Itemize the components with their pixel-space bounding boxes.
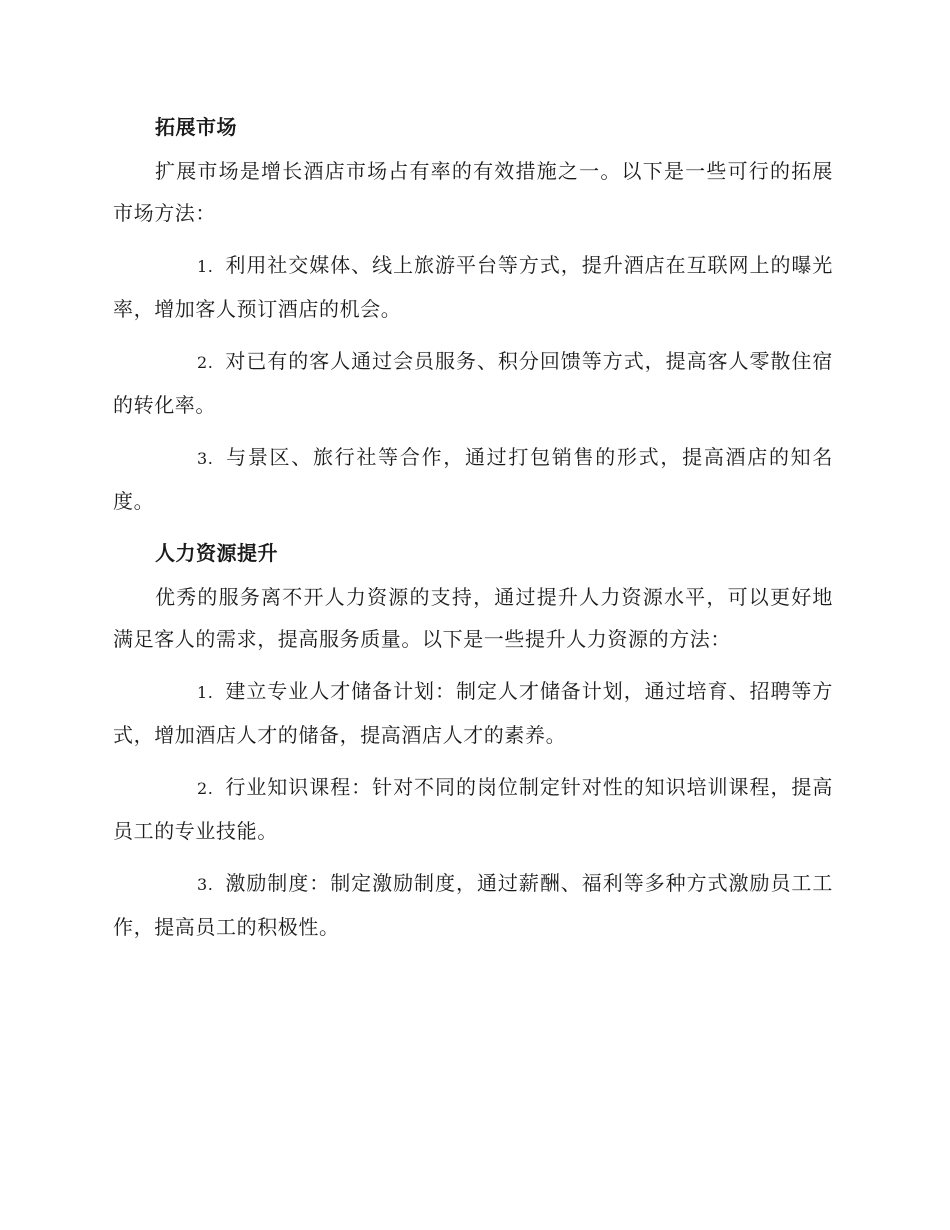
- document-page: [113, 106, 833, 958]
- list-item-number: 1.: [197, 257, 214, 276]
- list-item: [113, 862, 833, 948]
- list-item: [113, 340, 833, 426]
- list-item-number: 2.: [197, 353, 214, 372]
- list-item: [113, 436, 833, 522]
- list-item-text: 建立专业人才储备计划：制定人才储备计划，通过培育、招聘等方式，增加酒店人才的储备，提高酒店人才的素养。: [113, 679, 833, 747]
- list-item-text: 利用社交媒体、线上旅游平台等方式，提升酒店在互联网上的曝光率，增加客人预订酒店的机会。: [113, 253, 833, 321]
- section-market: [113, 106, 833, 522]
- list-item-number: 3.: [197, 875, 214, 894]
- list-item-text: 对已有的客人通过会员服务、积分回馈等方式，提高客人零散住宿的转化率。: [113, 349, 833, 417]
- list-item: [113, 670, 833, 756]
- list-item-number: 3.: [197, 449, 214, 468]
- section-intro: 优秀的服务离不开人力资源的支持，通过提升人力资源水平，可以更好地满足客人的需求，提高服务质量。以下是一些提升人力资源的方法：: [113, 585, 833, 651]
- section-hr: [113, 532, 833, 948]
- list-item-number: 1.: [197, 683, 214, 702]
- list-item-text: 行业知识课程：针对不同的岗位制定针对性的知识培训课程，提高员工的专业技能。: [113, 775, 833, 843]
- list-item-number: 2.: [197, 779, 214, 798]
- list-item: [113, 766, 833, 852]
- section-intro: 扩展市场是增长酒店市场占有率的有效措施之一。以下是一些可行的拓展市场方法：: [113, 159, 833, 225]
- list-item-text: 与景区、旅行社等合作，通过打包销售的形式，提高酒店的知名度。: [113, 445, 833, 513]
- list-item: [113, 244, 833, 330]
- list-item-text: 激励制度：制定激励制度，通过薪酬、福利等多种方式激励员工工作，提高员工的积极性。: [113, 871, 833, 939]
- section-heading: 人力资源提升: [155, 541, 278, 565]
- section-heading: 拓展市场: [155, 115, 237, 139]
